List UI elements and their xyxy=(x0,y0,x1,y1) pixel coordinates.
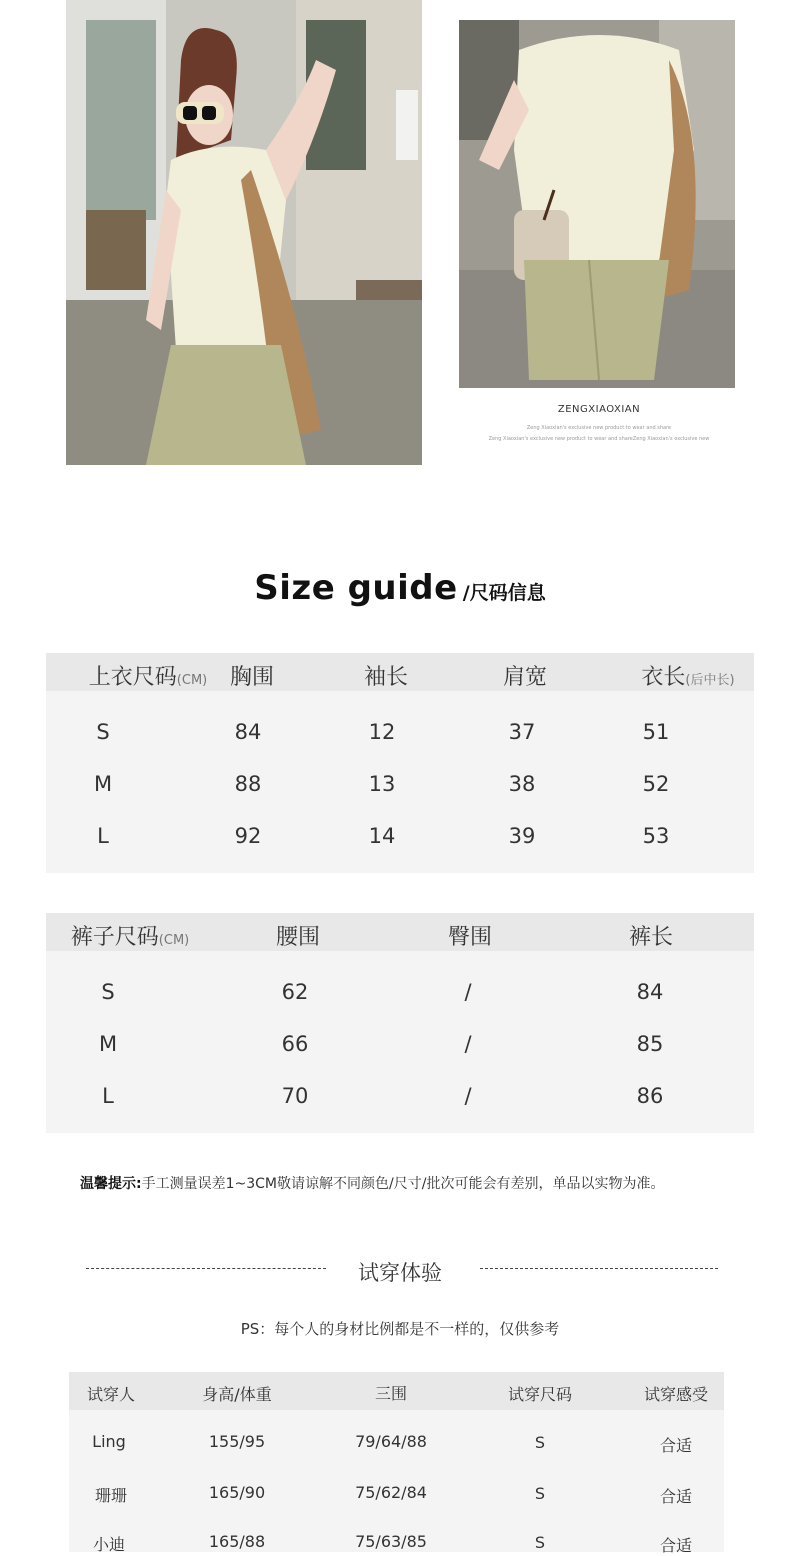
brand-name: ZENGXIAOXIAN xyxy=(557,404,641,415)
trial-ps-note: PS：每个人的身材比例都是不一样的，仅供参考 xyxy=(240,1320,560,1338)
header-shoulder: 肩宽 xyxy=(502,665,548,690)
waist-cell: 62 xyxy=(281,980,309,1004)
pants-length-cell: 85 xyxy=(636,1032,664,1056)
size-guide-title-cn: /尺码信息 xyxy=(462,582,546,604)
height-weight-cell: 165/88 xyxy=(208,1532,266,1551)
trial-size-cell: S xyxy=(534,1533,546,1552)
header-waist: 腰围 xyxy=(275,925,321,950)
header-measurements: 三围 xyxy=(374,1384,408,1403)
chest-cell: 84 xyxy=(234,720,262,744)
sleeve-cell: 13 xyxy=(368,772,396,796)
size-cell: M xyxy=(98,1032,118,1056)
size-cell: M xyxy=(93,772,113,796)
pants-length-cell: 84 xyxy=(636,980,664,1004)
shoulder-cell: 39 xyxy=(508,824,536,848)
header-label: 衣长 xyxy=(641,665,686,690)
header-chest: 胸围 xyxy=(229,665,275,690)
size-cell: S xyxy=(101,980,115,1004)
length-cell: 53 xyxy=(642,824,670,848)
shoulder-cell: 37 xyxy=(508,720,536,744)
hip-cell: / xyxy=(464,1084,472,1108)
size-guide-title xyxy=(0,568,800,608)
hip-cell: / xyxy=(464,980,472,1004)
shoulder-cell: 38 xyxy=(508,772,536,796)
sleeve-cell: 12 xyxy=(368,720,396,744)
size-cell: S xyxy=(96,720,110,744)
size-cell: L xyxy=(97,824,109,848)
unit-note: (CM) xyxy=(158,933,190,948)
unit-note: (CM) xyxy=(176,673,208,688)
header-label: 裤子尺码 xyxy=(70,925,159,950)
brand-tagline: Zeng Xiaoxian's exclusive new product to wear and share xyxy=(526,425,672,431)
trial-table xyxy=(69,1372,724,1555)
measurements-cell: 75/63/85 xyxy=(355,1532,427,1551)
header-sleeve: 袖长 xyxy=(363,665,409,690)
brand-tagline-secondary: Zeng Xiaoxian's exclusive new product to wear and shareZeng Xiaoxian's exclusive new xyxy=(488,436,710,442)
chest-cell: 92 xyxy=(234,824,262,848)
tester-cell: Ling xyxy=(92,1432,126,1451)
header-top-size xyxy=(89,660,207,691)
notice-label: 温馨提示: xyxy=(80,1176,142,1192)
waist-cell: 70 xyxy=(281,1084,309,1108)
divider-right xyxy=(480,1268,718,1269)
tester-cell: 珊珊 xyxy=(94,1486,128,1505)
header-label: 上衣尺码 xyxy=(88,665,177,690)
top-size-table xyxy=(46,653,754,873)
size-cell: L xyxy=(102,1084,114,1108)
feeling-cell: 合适 xyxy=(659,1436,693,1455)
header-pants-size xyxy=(71,920,189,951)
header-height-weight: 身高/体重 xyxy=(202,1385,272,1404)
pants-size-table xyxy=(46,913,754,1133)
feeling-cell: 合适 xyxy=(659,1536,693,1555)
length-note: (后中长) xyxy=(685,673,735,688)
hip-cell: / xyxy=(464,1032,472,1056)
header-tester: 试穿人 xyxy=(86,1385,136,1404)
trial-size-cell: S xyxy=(534,1433,546,1452)
trial-title: 试穿体验 xyxy=(358,1261,442,1285)
sleeve-cell: 14 xyxy=(368,824,396,848)
trial-size-cell: S xyxy=(534,1484,546,1503)
chest-cell: 88 xyxy=(234,772,262,796)
notice-text: 手工测量误差1~3CM敬请谅解不同颜色/尺寸/批次可能会有差别，单品以实物为准。 xyxy=(141,1176,665,1192)
measurements-cell: 75/62/84 xyxy=(355,1483,427,1502)
size-guide-title-en: Size guide xyxy=(254,568,458,608)
product-photo-left xyxy=(66,0,422,465)
pants-length-cell: 86 xyxy=(636,1084,664,1108)
height-weight-cell: 155/95 xyxy=(208,1432,266,1451)
header-feeling: 试穿感受 xyxy=(643,1385,709,1404)
header-trial-size: 试穿尺码 xyxy=(507,1385,573,1404)
product-photo-right xyxy=(459,20,735,388)
length-cell: 51 xyxy=(642,720,670,744)
tester-cell: 小迪 xyxy=(92,1535,126,1554)
measurement-notice xyxy=(80,1173,664,1193)
measurements-cell: 79/64/88 xyxy=(355,1432,427,1451)
waist-cell: 66 xyxy=(281,1032,309,1056)
height-weight-cell: 165/90 xyxy=(208,1483,266,1502)
header-hip: 臀围 xyxy=(447,925,493,950)
header-length xyxy=(641,660,734,691)
feeling-cell: 合适 xyxy=(659,1487,693,1506)
length-cell: 52 xyxy=(642,772,670,796)
header-pants-length: 裤长 xyxy=(628,925,674,950)
